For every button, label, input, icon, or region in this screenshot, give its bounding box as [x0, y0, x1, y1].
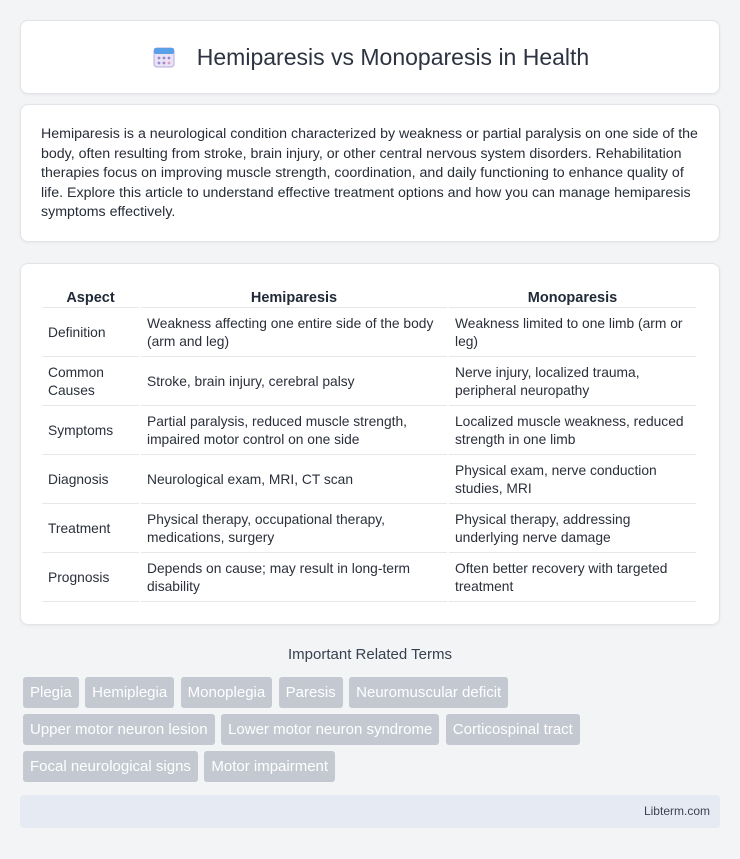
table-cell-monoparesis: Often better recovery with targeted treatment: [449, 555, 696, 602]
intro-text: Hemiparesis is a neurological condition characterized by weakness or partial paralysis on one side of the body, often resulting from stroke, brain injury, or other central nervous system disorders. Rehabilitation therapies focus on improving muscle strength, coordination, and daily functioning to enhance quality of life. Explore this article to understand effective treatment options and how you can manage hemiparesis symptoms effectively.: [41, 126, 698, 221]
table-row: [42, 457, 696, 504]
comparison-table: [40, 286, 698, 604]
term-tag-paresis[interactable]: Paresis: [279, 677, 343, 708]
table-header-row: [42, 288, 696, 308]
table-cell-aspect: Prognosis: [42, 555, 139, 602]
term-tag-hemiplegia[interactable]: Hemiplegia: [85, 677, 174, 708]
table-cell-hemiparesis: Stroke, brain injury, cerebral palsy: [141, 359, 447, 406]
table-cell-aspect: Symptoms: [42, 408, 139, 455]
table-cell-aspect: Definition: [42, 310, 139, 357]
table-cell-aspect: Treatment: [42, 506, 139, 553]
column-header-monoparesis: Monoparesis: [449, 288, 696, 308]
term-tag-focal-neurological-signs[interactable]: Focal neurological signs: [23, 751, 198, 782]
term-tag-monoplegia[interactable]: Monoplegia: [181, 677, 273, 708]
column-header-aspect: Aspect: [42, 288, 139, 308]
table-cell-monoparesis: Localized muscle weakness, reduced strength in one limb: [449, 408, 696, 455]
term-tag-neuromuscular-deficit[interactable]: Neuromuscular deficit: [349, 677, 508, 708]
term-tag-upper-motor-neuron-lesion[interactable]: Upper motor neuron lesion: [23, 714, 215, 745]
table-row: [42, 506, 696, 553]
table-cell-monoparesis: Physical therapy, addressing underlying nerve damage: [449, 506, 696, 553]
table-cell-hemiparesis: Partial paralysis, reduced muscle strength, impaired motor control on one side: [141, 408, 447, 455]
table-cell-hemiparesis: Neurological exam, MRI, CT scan: [141, 457, 447, 504]
related-terms-title: Important Related Terms: [288, 646, 452, 663]
table-row: [42, 408, 696, 455]
header-card: [20, 20, 720, 94]
term-tag-plegia[interactable]: Plegia: [23, 677, 79, 708]
table-row: [42, 310, 696, 357]
intro-card: [20, 104, 720, 242]
calendar-icon: [151, 44, 177, 70]
footer-site-link[interactable]: Libterm.com: [643, 804, 710, 818]
table-cell-aspect: Common Causes: [42, 359, 139, 406]
table-row: [42, 555, 696, 602]
column-header-hemiparesis: Hemiparesis: [141, 288, 447, 308]
table-cell-hemiparesis: Weakness affecting one entire side of the body (arm and leg): [141, 310, 447, 357]
table-cell-hemiparesis: Depends on cause; may result in long-term disability: [141, 555, 447, 602]
term-tag-corticospinal-tract[interactable]: Corticospinal tract: [446, 714, 580, 745]
table-cell-hemiparesis: Physical therapy, occupational therapy, medications, surgery: [141, 506, 447, 553]
term-tag-motor-impairment[interactable]: Motor impairment: [204, 751, 335, 782]
table-cell-monoparesis: Nerve injury, localized trauma, peripheral neuropathy: [449, 359, 696, 406]
comparison-card: [20, 263, 720, 625]
page-title: Hemiparesis vs Monoparesis in Health: [196, 43, 590, 70]
table-row: [42, 359, 696, 406]
footer: [20, 795, 720, 828]
related-terms-list: [23, 677, 723, 788]
table-cell-monoparesis: Weakness limited to one limb (arm or leg): [449, 310, 696, 357]
term-tag-lower-motor-neuron-syndrome[interactable]: Lower motor neuron syndrome: [221, 714, 439, 745]
table-cell-monoparesis: Physical exam, nerve conduction studies, MRI: [449, 457, 696, 504]
table-cell-aspect: Diagnosis: [42, 457, 139, 504]
